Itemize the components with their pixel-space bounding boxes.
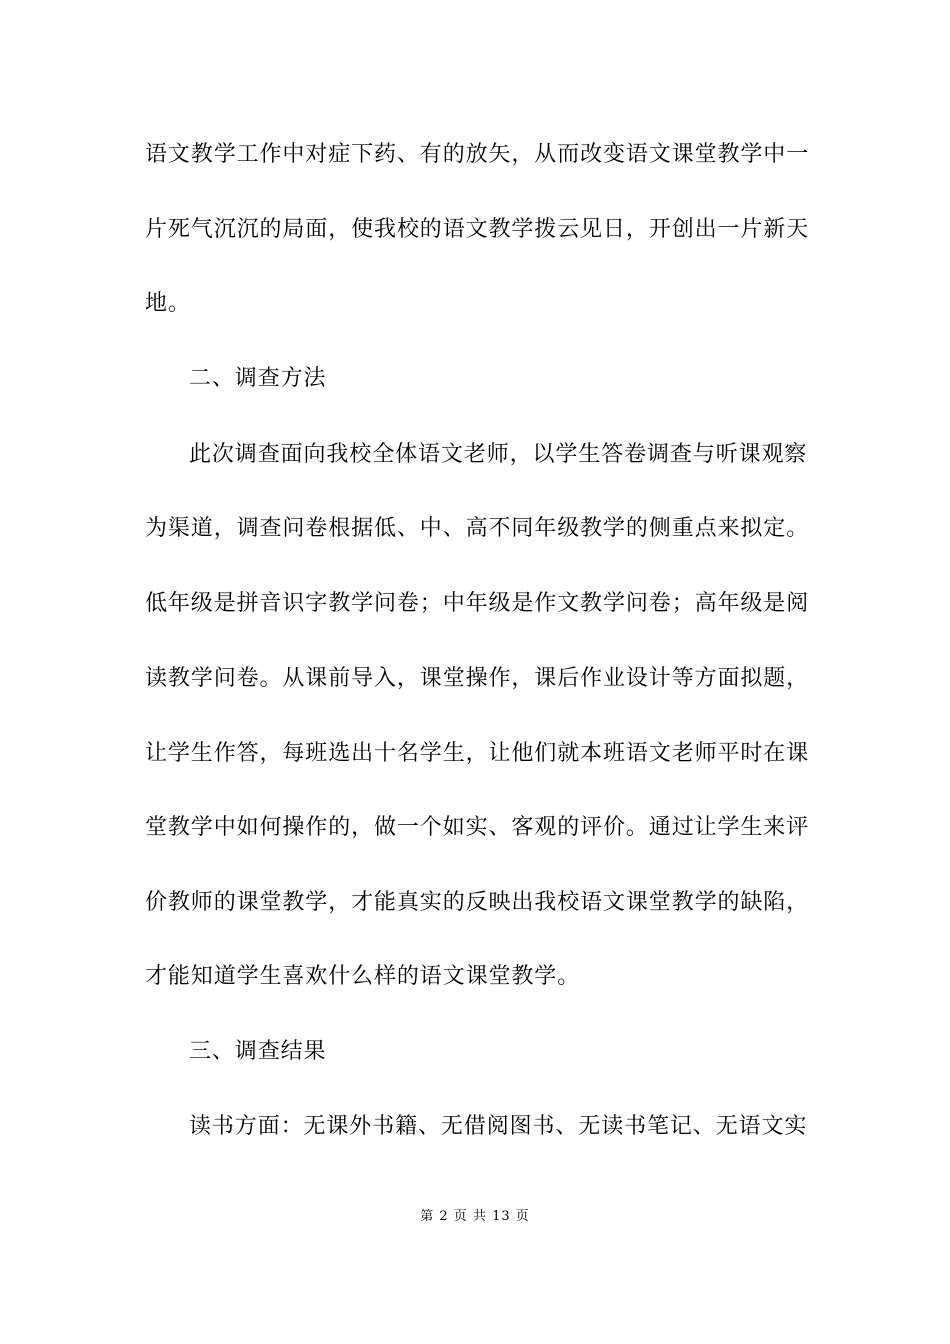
body-line: 低年级是拼音识字教学问卷；中年级是作文教学问卷；高年级是阅 [145,591,810,616]
section-heading: 二、调查方法 [189,366,327,391]
footer-suffix: 页 [515,1209,530,1224]
body-line: 读教学问卷。从课前导入，课堂操作，课后作业设计等方面拟题， [145,666,810,691]
body-line: 地。 [145,291,191,316]
page-number: 2 [439,1209,449,1224]
page-total: 13 [492,1209,511,1224]
footer-mid: 页 共 [453,1209,487,1224]
section-heading: 三、调查结果 [189,1039,327,1064]
body-line: 价教师的课堂教学，才能真实的反映出我校语文课堂教学的缺陷， [145,890,810,915]
body-line: 此次调查面向我校全体语文老师，以学生答卷调查与听课观察 [189,442,808,467]
body-line: 为渠道，调查问卷根据低、中、高不同年级教学的侧重点来拟定。 [145,516,810,541]
footer-prefix: 第 [420,1209,435,1224]
body-line: 才能知道学生喜欢什么样的语文课堂教学。 [145,964,581,989]
body-line: 让学生作答，每班选出十名学生，让他们就本班语文老师平时在课 [145,741,810,766]
body-line: 语文教学工作中对症下药、有的放矢，从而改变语文课堂教学中一 [145,142,810,167]
page-footer [0,1208,950,1226]
body-line: 读书方面：无课外书籍、无借阅图书、无读书笔记、无语文实 [189,1114,808,1139]
body-line: 堂教学中如何操作的，做一个如实、客观的评价。通过让学生来评 [145,815,810,840]
body-line: 片死气沉沉的局面，使我校的语文教学拨云见日，开创出一片新天 [145,217,810,242]
